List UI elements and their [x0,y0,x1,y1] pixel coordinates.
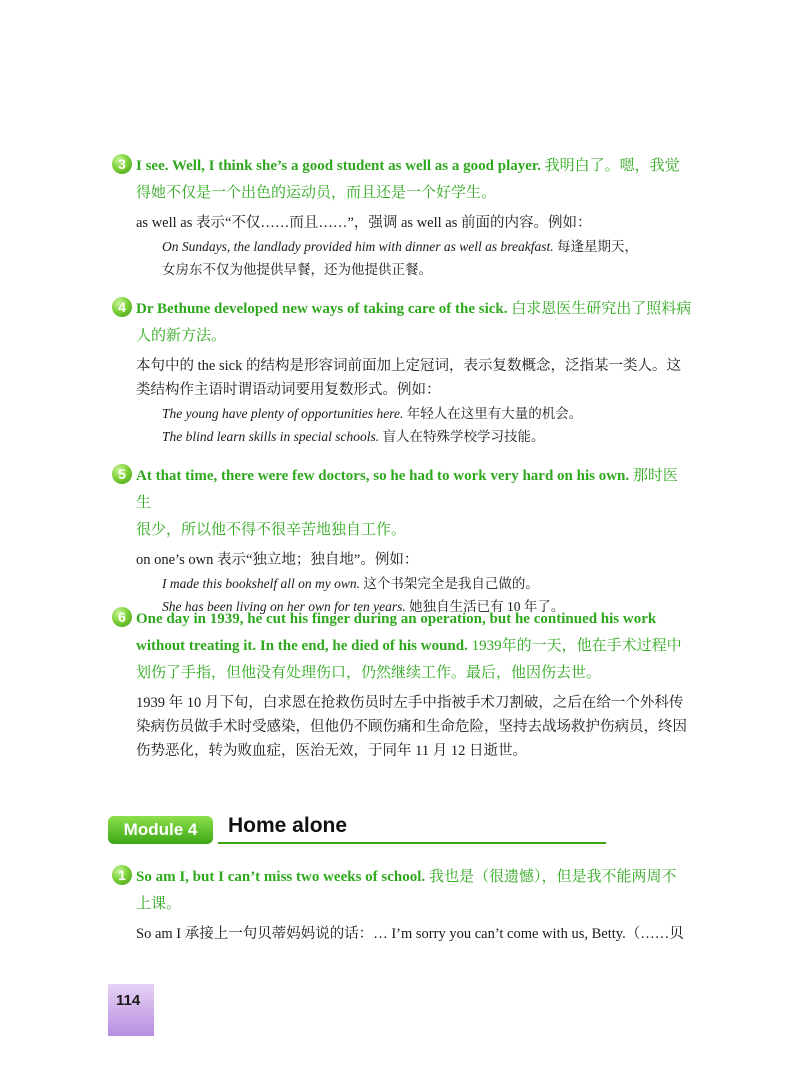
example-line: I made this bookshelf all on my own. 这个书架完全是我自己做的。 [162,576,539,591]
module-header [108,814,498,844]
number-badge: 4 [112,297,132,317]
number-badge: 6 [112,607,132,627]
note-item-m4-1 [112,864,692,946]
item-explanation: So am I 承接上一句贝蒂妈妈说的话：… I’m sorry you can’t come with us, Betty.（……贝 [136,926,684,942]
example-line: The young have plenty of opportunities here. 年轻人在这里有大量的机会。 [162,406,583,421]
example-line: On Sundays, the landlady provided him with dinner as well as breakfast. 每逢星期天， [162,239,638,254]
item-explanation: as well as 表示“不仅……而且……”，强调 as well as 前面的内容。例如： [136,215,592,231]
example-line: She has been living on her own for ten years. 她独自生活已有 10 年了。 [162,599,565,614]
item-explanation: 1939 年 10 月下旬，白求恩在抢救伤员时左手中指被手术刀割破，之后在给一个外科传染病伤员做手术时受感染，但他仍不顾伤痛和生命危险，坚持去战场救护伤病员，终因伤势恶化，转为败血症，医治无效，于同年 11 月 12 日逝世。 [136,695,687,759]
item-heading: So am I, but I can’t miss two weeks of school. 我也是（很遗憾），但是我不能两周不 上课。 [136,869,677,912]
number-badge: 5 [112,464,132,484]
page-number: 114 [116,992,141,1009]
note-item-5 [112,463,692,618]
item-explanation: on one’s own 表示“独立地；独自地”。例如： [136,552,419,568]
module-title: Home alone [228,814,348,837]
module-underline [218,842,606,844]
number-badge: 1 [112,865,132,885]
item-heading: Dr Bethune developed new ways of taking care of the sick. 白求恩医生研究出了照料病 人的新方法。 [136,301,692,344]
note-item-6 [112,606,692,763]
item-heading: At that time, there were few doctors, so he had to work very hard on his own. 那时医生 很少，所以他不得不很辛苦地独自工作。 [136,468,678,538]
example-line: 女房东不仅为他提供早餐，还为他提供正餐。 [162,262,432,277]
item-heading: I see. Well, I think she’s a good student as well as a good player. 我明白了。嗯，我觉 得她不仅是一个出色的运动员，而且还是一个好学生。 [136,158,680,201]
number-badge: 3 [112,154,132,174]
example-line: The blind learn skills in special schools. 盲人在特殊学校学习技能。 [162,429,545,444]
item-heading: One day in 1939, he cut his finger during an operation, but he continued his work without treating it. In the end, he died of his wound. 1939年的一天，他在手术过程中 划伤了手指，但他没有处理伤口，仍然继续工作。最后，他因伤去世。 [136,611,682,681]
item-explanation: 本句中的 the sick 的结构是形容词前面加上定冠词，表示复数概念，泛指某一类人。这类结构作主语时谓语动词要用复数形式。例如： [136,358,681,398]
module-badge: Module 4 [108,816,213,844]
note-item-3 [112,153,692,281]
note-item-4 [112,296,692,448]
page-number-tab [108,984,154,1036]
